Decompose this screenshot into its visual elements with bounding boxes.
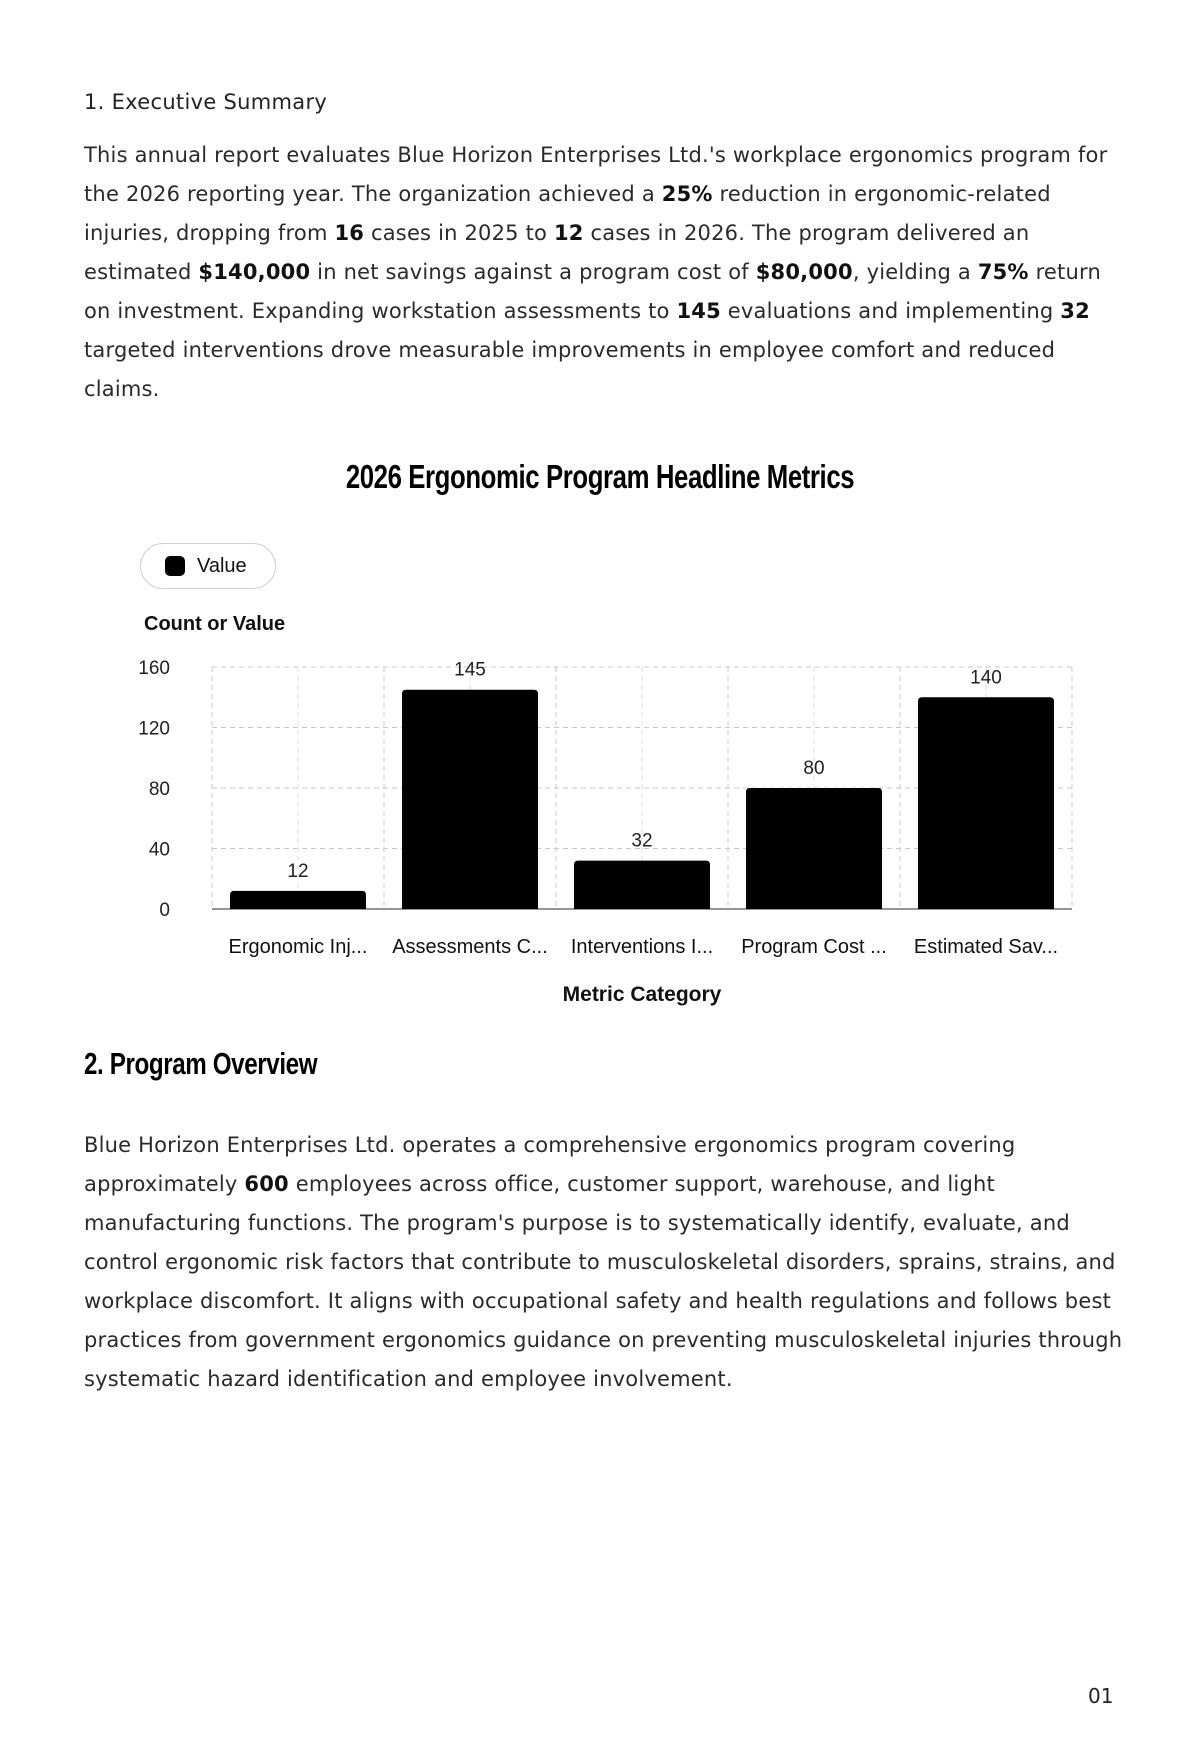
text-run: employees across office, customer support, warehouse, and light manufacturing functions. The program's purpose is to systematically identify, evaluate, and control ergonomic risk factors that contribute to musculoskeletal disorders, sprains, strains, and workplace discomfort. It aligns with occupational safety and health regulations and follows best practices from government ergonomics guidance on preventing musculoskeletal injuries through systematic hazard identification and employee involvement. — [84, 1172, 1123, 1391]
x-axis-title: Metric Category — [562, 983, 722, 1006]
legend-swatch — [165, 556, 185, 576]
page-number: 01 — [1088, 1684, 1114, 1708]
emphasized-figure: $140,000 — [198, 260, 311, 284]
bar — [402, 690, 538, 909]
y-tick-label: 120 — [138, 718, 170, 740]
emphasized-figure: 25% — [661, 182, 713, 206]
x-tick-label: Interventions I... — [570, 936, 714, 958]
data-label: 32 — [631, 830, 653, 852]
chart-title: 2026 Ergonomic Program Headline Metrics — [345, 458, 855, 495]
bar-chart — [0, 600, 1200, 1020]
emphasized-figure: $80,000 — [755, 260, 853, 284]
y-tick-label: 0 — [159, 900, 170, 921]
emphasized-figure: 145 — [676, 299, 721, 323]
emphasized-figure: 12 — [553, 221, 584, 245]
text-run: in net savings against a program cost of — [310, 260, 756, 284]
text-run: Blue Horizon Enterprises Ltd. operates a comprehensive ergonomics program covering approximately — [84, 1133, 1016, 1196]
text-run: return on investment. Expanding workstation assessments to — [84, 260, 1101, 323]
y-tick-label: 40 — [148, 839, 170, 861]
section-title-program-overview: 2. Program Overview — [84, 1046, 318, 1081]
x-tick-label: Estimated Sav... — [913, 936, 1059, 958]
data-label: 12 — [287, 860, 309, 882]
text-run: cases in 2025 to — [364, 221, 554, 245]
data-label: 145 — [454, 659, 486, 681]
program-overview-paragraph — [84, 1126, 1124, 1399]
emphasized-figure: 600 — [244, 1172, 289, 1196]
section-title-executive-summary: 1. Executive Summary — [84, 90, 328, 114]
emphasized-figure: 32 — [1060, 299, 1090, 323]
text-run: evaluations and implementing — [720, 299, 1061, 323]
x-tick-label: Assessments C... — [392, 936, 548, 958]
x-tick-label: Ergonomic Inj... — [228, 936, 368, 958]
legend-label: Value — [197, 554, 247, 577]
text-run: targeted interventions drove measurable improvements in employee comfort and reduced claims. — [84, 338, 1056, 401]
y-axis-title: Count or Value — [144, 613, 286, 635]
x-tick-label: Program Cost ... — [741, 936, 887, 958]
emphasized-figure: 75% — [977, 260, 1029, 284]
data-label: 140 — [970, 667, 1002, 689]
text-run: , yielding a — [852, 260, 978, 284]
bar — [574, 861, 710, 909]
text-run: reduction in ergonomic-related injuries, dropping from — [84, 182, 1051, 245]
bar — [230, 891, 366, 909]
y-tick-label: 160 — [138, 658, 170, 679]
text-run: cases in 2026. The program delivered an estimated — [84, 221, 1030, 284]
y-tick-label: 80 — [148, 779, 170, 800]
emphasized-figure: 16 — [334, 221, 365, 245]
bar — [918, 697, 1054, 909]
bar — [746, 788, 882, 909]
text-run: This annual report evaluates Blue Horizon Enterprises Ltd.'s workplace ergonomics program for the 2026 reporting year. The organization achieved a — [84, 143, 1108, 206]
chart-legend — [140, 543, 276, 589]
executive-summary-paragraph — [84, 136, 1124, 409]
data-label: 80 — [803, 758, 825, 779]
